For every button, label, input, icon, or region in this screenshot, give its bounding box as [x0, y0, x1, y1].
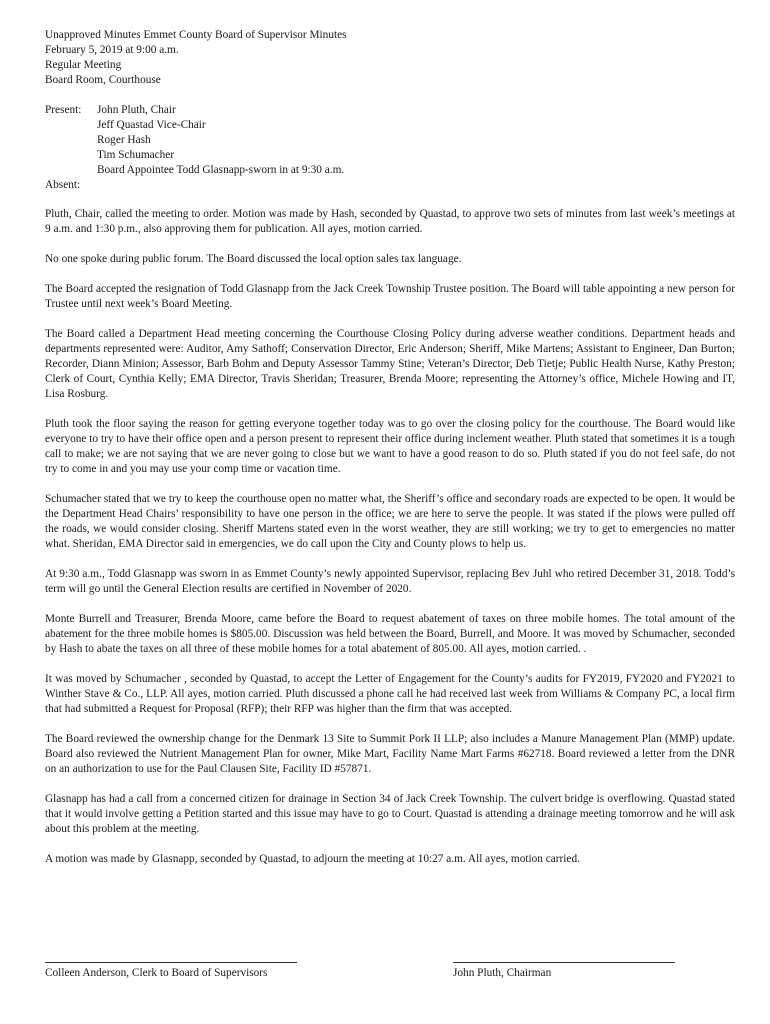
present-list: [97, 103, 735, 178]
minutes-document: [45, 28, 735, 867]
paragraph-ownership-change: The Board reviewed the ownership change for the Denmark 13 Site to Summit Pork II LLP; also includes a Manure Management Plan (MMP) update. Board also reviewed the Nutrient Management Plan for owner, Mike Mart, Facility Name Mart Farms #62718. Board reviewed a letter from the DNR on an authorization to use for the Paul Clausen Site, Facility ID #57871.: [45, 733, 735, 775]
signature-line: [45, 953, 297, 963]
paragraph-drainage: Glasnapp has had a call from a concerned citizen for drainage in Section 34 of Jack Creek Township. The culvert bridge is overflowing. Quastad stated that it would involve getting a Petition started and this issue may have to go to Court. Quastad is attending a drainage meeting tomorrow and he will ask about this problem at the meeting.: [45, 793, 735, 835]
document-title: Unapproved Minutes Emmet County Board of Supervisor Minutes: [45, 29, 347, 41]
clerk-name: Colleen Anderson, Clerk to Board of Supervisors: [45, 967, 268, 979]
paragraph-adjourn: A motion was made by Glasnapp, seconded by Quastad, to adjourn the meeting at 10:27 a.m. All ayes, motion carried.: [45, 853, 580, 865]
paragraph-abatement: Monte Burrell and Treasurer, Brenda Moore, came before the Board to request abatement of taxes on three mobile homes. The total amount of the abatement for the three mobile homes is $805.00. Discussion was held between the Board, Burrell, and Moore. It was moved by Schumacher, seconded by Hash to abate the taxes on all three of these mobile homes for a total abatement of 805.00. All ayes, motion carried. .: [45, 613, 735, 655]
paragraph-closing-policy: Pluth took the floor saying the reason for getting everyone together today was to go over the closing policy for the courthouse. The Board would like everyone to try to have their office open and a person present to represent their office during inclement weather. Pluth stated that sometimes it is a tough call to make; we are not saying that we are never going to close but we want to have a good reason to do so. Pluth stated if you do not feel safe, do not try to come in and you may use your comp time or vacation time.: [45, 418, 735, 475]
chairman-name: John Pluth, Chairman: [453, 967, 552, 979]
paragraph-department-heads: The Board called a Department Head meeting concerning the Courthouse Closing Policy during adverse weather conditions. Department heads and departments represented were: Auditor, Amy Sathoff; Conservation Director, Eric Anderson; Sheriff, Mike Martens; Assistant to Engineer, Dan Burton; Recorder, Diann Minion; Assessor, Barb Bohm and Deputy Assessor Tammy Stine; Veteran’s Director, Deb Tietje; Public Health Nurse, Kathy Preston; Clerk of Court, Cynthia Kelly; EMA Director, Travis Sheridan; Treasurer, Brenda Moore; representing the Attorney’s office, Michele Howing and IT, Lisa Rosburg.: [45, 328, 735, 400]
present-label: Present:: [45, 104, 82, 116]
present-member: Jeff Quastad Vice-Chair: [97, 119, 206, 131]
paragraph-resignation: The Board accepted the resignation of Todd Glasnapp from the Jack Creek Township Trustee position. The Board will table appointing a new person for Trustee until next week’s Board Meeting.: [45, 283, 735, 310]
present-member: John Pluth, Chair: [97, 104, 176, 116]
absent-label: Absent:: [45, 179, 81, 191]
paragraph-call-to-order: Pluth, Chair, called the meeting to order. Motion was made by Hash, seconded by Quastad, to approve two sets of minutes from last week’s meetings at 9 a.m. and 1:30 p.m., also approving them for publication. All ayes, motion carried.: [45, 208, 735, 235]
attendance-block: [45, 103, 735, 193]
chairman-signature: [453, 953, 675, 981]
meeting-date: February 5, 2019 at 9:00 a.m.: [45, 44, 179, 56]
signature-block: [45, 953, 735, 987]
signature-line: [453, 953, 675, 963]
meeting-location: Board Room, Courthouse: [45, 74, 161, 86]
paragraph-audit-engagement: It was moved by Schumacher , seconded by Quastad, to accept the Letter of Engagement for the County’s audits for FY2019, FY2020 and FY2021 to Winther Stave & Co., LLP. All ayes, motion carried. Pluth discussed a phone call he had received last week from Williams & Company PC, a local firm that had submitted a Request for Proposal (RFP); their RFP was higher than the firm that was accepted.: [45, 673, 735, 715]
paragraph-schumacher: Schumacher stated that we try to keep the courthouse open no matter what, the Sheriff’s office and secondary roads are expected to be open. It would be the Department Head Chairs’ responsibility to have one person in the office; we are here to serve the people. It was stated if the plows were pulled off the roads, we would consider closing. Sheriff Martens stated even in the worst weather, they are still working; we try to get to emergencies no matter what. Sheridan, EMA Director said in emergencies, we do call upon the City and County plows to help us.: [45, 493, 735, 550]
clerk-signature: [45, 953, 297, 981]
paragraph-sworn-in: At 9:30 a.m., Todd Glasnapp was sworn in as Emmet County’s newly appointed Supervisor, replacing Bev Juhl who retired December 31, 2018. Todd’s term will go until the General Election results are certified in November of 2020.: [45, 568, 735, 595]
present-member: Tim Schumacher: [97, 149, 175, 161]
present-member: Roger Hash: [97, 134, 151, 146]
present-member: Board Appointee Todd Glasnapp-sworn in at 9:30 a.m.: [97, 164, 345, 176]
meeting-type: Regular Meeting: [45, 59, 122, 71]
paragraph-public-forum: No one spoke during public forum. The Board discussed the local option sales tax language.: [45, 253, 462, 265]
